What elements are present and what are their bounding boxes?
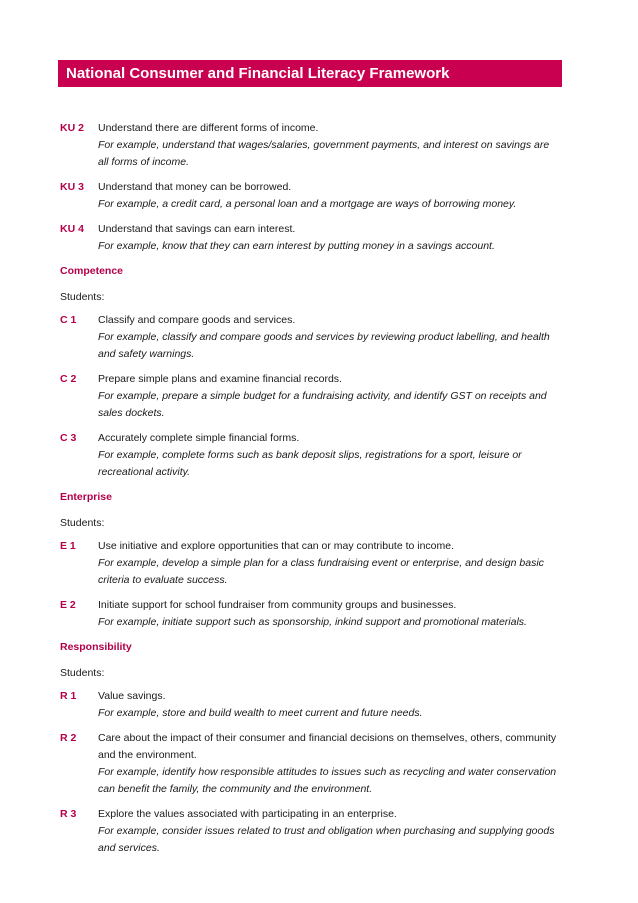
item-code: C 3 — [60, 432, 77, 444]
item-code: R 1 — [60, 690, 77, 702]
item-text: Initiate support for school fundraiser from community groups and businesses. — [98, 599, 457, 611]
item-body — [98, 221, 560, 255]
item-body — [98, 597, 560, 631]
item-text: Value savings. — [98, 690, 166, 702]
item-code: E 1 — [60, 540, 76, 552]
knowledge-section — [60, 120, 560, 255]
list-item — [60, 430, 560, 481]
item-text: Understand that money can be borrowed. — [98, 181, 292, 193]
framework-banner: National Consumer and Financial Literacy Framework — [58, 60, 562, 87]
item-code: C 2 — [60, 373, 77, 385]
item-text: Prepare simple plans and examine financial records. — [98, 373, 342, 385]
item-text: Use initiative and explore opportunities that can or may contribute to income. — [98, 540, 455, 552]
item-body — [98, 179, 560, 213]
list-item — [60, 730, 560, 798]
list-item — [60, 179, 560, 213]
item-example: For example, understand that wages/salaries, government payments, and interest on savings are all forms of income. — [98, 139, 550, 168]
item-text: Explore the values associated with participating in an enterprise. — [98, 808, 397, 820]
list-item — [60, 312, 560, 363]
item-code: E 2 — [60, 599, 76, 611]
item-code: C 1 — [60, 314, 77, 326]
item-example: For example, classify and compare goods and services by reviewing product labelling, and health and safety warnings. — [98, 331, 550, 360]
responsibility-section — [60, 639, 560, 857]
item-example: For example, consider issues related to trust and obligation when purchasing and supplying goods and services. — [98, 825, 555, 854]
item-text: Classify and compare goods and services. — [98, 314, 296, 326]
item-example: For example, initiate support such as sponsorship, inkind support and promotional materials. — [98, 616, 527, 628]
item-example: For example, identify how responsible attitudes to issues such as recycling and water conservation can benefit the family, the community and the environment. — [98, 766, 557, 795]
list-item — [60, 688, 560, 722]
list-item — [60, 538, 560, 589]
item-code: R 3 — [60, 808, 77, 820]
item-code: KU 3 — [60, 181, 84, 193]
list-item — [60, 120, 560, 171]
item-example: For example, know that they can earn interest by putting money in a savings account. — [98, 240, 495, 252]
item-body — [98, 538, 560, 589]
list-item — [60, 221, 560, 255]
enterprise-section — [60, 489, 560, 631]
item-example: For example, a credit card, a personal loan and a mortgage are ways of borrowing money. — [98, 198, 517, 210]
section-title: Competence — [60, 265, 124, 277]
list-item — [60, 371, 560, 422]
list-item — [60, 806, 560, 857]
section-title: Responsibility — [60, 641, 132, 653]
list-item — [60, 597, 560, 631]
item-code: R 2 — [60, 732, 77, 744]
item-body — [98, 730, 560, 798]
item-example: For example, store and build wealth to meet current and future needs. — [98, 707, 423, 719]
item-text: Understand there are different forms of income. — [98, 122, 319, 134]
item-body — [98, 430, 560, 481]
competence-section — [60, 263, 560, 481]
item-code: KU 4 — [60, 223, 84, 235]
item-text: Care about the impact of their consumer and financial decisions on themselves, others, community and the environment. — [98, 732, 557, 761]
item-body — [98, 688, 560, 722]
item-example: For example, prepare a simple budget for a fundraising activity, and identify GST on receipts and sales dockets. — [98, 390, 547, 419]
content — [60, 120, 560, 865]
students-label: Students: — [60, 667, 105, 679]
item-text: Understand that savings can earn interest. — [98, 223, 296, 235]
item-code: KU 2 — [60, 122, 84, 134]
item-body — [98, 312, 560, 363]
item-body — [98, 120, 560, 171]
item-example: For example, develop a simple plan for a class fundraising event or enterprise, and design basic criteria to evaluate success. — [98, 557, 544, 586]
section-title: Enterprise — [60, 491, 112, 503]
item-text: Accurately complete simple financial forms. — [98, 432, 300, 444]
students-label: Students: — [60, 291, 105, 303]
item-body — [98, 371, 560, 422]
item-body — [98, 806, 560, 857]
students-label: Students: — [60, 517, 105, 529]
item-example: For example, complete forms such as bank deposit slips, registrations for a sport, leisure or recreational activity. — [98, 449, 522, 478]
